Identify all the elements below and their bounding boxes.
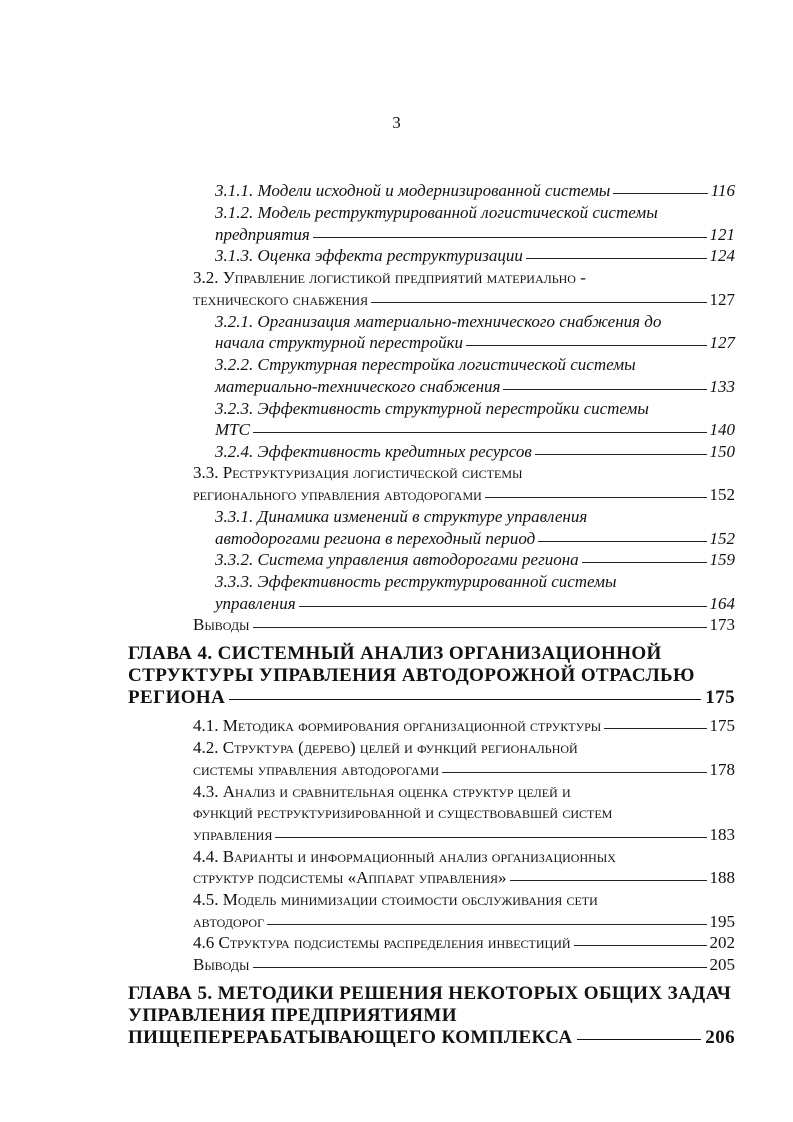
page-number: 3 (392, 113, 401, 132)
toc-entry-3-2-line1[interactable] (193, 268, 735, 288)
toc-entry-3-2-3-line1[interactable] (215, 399, 735, 419)
toc-entry-3-2-4[interactable] (215, 442, 735, 462)
chapter-title-text: РЕГИОНА (128, 687, 226, 708)
leader (510, 880, 707, 881)
toc-entry-3-1-2-line1[interactable] (215, 203, 735, 223)
toc-page: 183 (709, 825, 735, 844)
leader (371, 302, 706, 303)
toc-page: 202 (709, 933, 735, 952)
leader (503, 389, 706, 390)
leader (313, 237, 707, 238)
toc-entry-3-1-3[interactable] (215, 246, 735, 266)
toc-entry-4-3-line1[interactable] (193, 782, 735, 802)
toc-page: 133 (709, 377, 735, 396)
toc-title: 3.1.3. Оценка эффекта реструктуризации (215, 246, 523, 265)
toc-title: автодорогами региона в переходный период (215, 529, 536, 548)
leader (574, 945, 707, 946)
toc-entry-3-3-1-line2[interactable] (215, 529, 735, 549)
toc-page: 206 (705, 1027, 735, 1048)
leader (229, 699, 701, 700)
toc-entry-3-2-line2[interactable] (193, 290, 735, 310)
toc-title: функций реструктуризированной и существовавшей систем (193, 803, 613, 822)
toc-entry-4-2-line2[interactable] (193, 760, 735, 780)
leader (604, 728, 706, 729)
toc-title: 4.6 Структура подсистемы распределения инвестиций (193, 933, 571, 952)
toc-title: Выводы (193, 615, 250, 634)
toc-title: системы управления автодорогами (193, 760, 440, 779)
leader (267, 924, 706, 925)
toc-entry-conclusions-3[interactable] (193, 615, 735, 635)
toc-title: технического снабжения (193, 290, 369, 309)
toc-title: 3.2. Управление логистикой предприятий материально - (193, 268, 586, 287)
toc-title: МТС (215, 420, 250, 439)
toc-title: управления (215, 594, 296, 613)
toc-page: 159 (709, 550, 735, 569)
toc-page: 205 (709, 955, 735, 974)
toc-title: предприятия (215, 225, 310, 244)
toc-entry-4-3-line3[interactable] (193, 825, 735, 845)
leader (535, 454, 707, 455)
toc-title: регионального управления автодорогами (193, 485, 482, 504)
toc-entry-3-3-2[interactable] (215, 550, 735, 570)
chapter-title-line: СТРУКТУРЫ УПРАВЛЕНИЯ АВТОДОРОЖНОЙ ОТРАСЛЬЮ (128, 665, 695, 686)
toc-page: 195 (709, 912, 735, 931)
leader (538, 541, 706, 542)
toc-page: 178 (709, 760, 735, 779)
chapter-title-line: УПРАВЛЕНИЯ ПРЕДПРИЯТИЯМИ (128, 1005, 457, 1026)
toc-page: 152 (709, 529, 735, 548)
toc-title: автодорог (193, 912, 265, 931)
leader (253, 627, 707, 628)
toc-entry-4-1[interactable] (193, 716, 735, 736)
toc-title: 3.3.3. Эффективность реструктурированной системы (215, 572, 617, 591)
toc-entry-4-2-line1[interactable] (193, 738, 735, 758)
toc-entry-3-3-line2[interactable] (193, 485, 735, 505)
toc-entry-3-2-1-line1[interactable] (215, 312, 735, 332)
toc-title: 3.3.2. Система управления автодорогами региона (215, 550, 579, 569)
toc-title: 3.2.3. Эффективность структурной перестройки системы (215, 399, 649, 418)
toc-title: 3.2.1. Организация материально-технического снабжения до (215, 312, 662, 331)
toc-title: управления (193, 825, 273, 844)
toc-page: 140 (709, 420, 735, 439)
toc-title: 3.2.4. Эффективность кредитных ресурсов (215, 442, 532, 461)
toc-entry-3-2-1-line2[interactable] (215, 333, 735, 353)
toc-entry-4-6[interactable] (193, 933, 735, 953)
toc-title: 4.3. Анализ и сравнительная оценка структур целей и (193, 782, 571, 801)
toc-chapter-5[interactable] (128, 983, 735, 1049)
toc-page: 150 (709, 442, 735, 461)
toc-page: 127 (709, 333, 735, 352)
chapter-title-text: ПИЩЕПЕРЕРАБАТЫВАЮЩЕГО КОМПЛЕКСА (128, 1027, 573, 1048)
toc-page: 127 (709, 290, 735, 309)
chapter-title-line: ГЛАВА 5. МЕТОДИКИ РЕШЕНИЯ НЕКОТОРЫХ ОБЩИХ ЗАДАЧ (128, 983, 732, 1004)
toc-entry-3-3-3-line2[interactable] (215, 594, 735, 614)
leader (485, 497, 707, 498)
chapter-title-line: ГЛАВА 4. СИСТЕМНЫЙ АНАЛИЗ ОРГАНИЗАЦИОННОЙ (128, 643, 662, 664)
toc-entry-3-1-2-line2[interactable] (215, 225, 735, 245)
toc-title: 3.3. Реструктуризация логистической системы (193, 463, 523, 482)
toc-title: 4.2. Структура (дерево) целей и функций региональной (193, 738, 578, 757)
chapter-title-line-last (128, 687, 735, 709)
toc-title: Выводы (193, 955, 250, 974)
toc-page: 173 (709, 615, 735, 634)
toc-page: 164 (709, 594, 735, 613)
toc-entry-3-3-3-line1[interactable] (215, 572, 735, 592)
chapter-title-line-last (128, 1027, 735, 1049)
toc-title: 4.5. Модель минимизации стоимости обслуживания сети (193, 890, 598, 909)
toc-entry-4-5-line2[interactable] (193, 912, 735, 932)
leader (442, 772, 706, 773)
toc-page: 175 (709, 716, 735, 735)
toc-entry-4-3-line2[interactable] (193, 803, 735, 823)
toc-title: структур подсистемы «Аппарат управления» (193, 868, 507, 887)
leader (613, 193, 707, 194)
toc-page: 188 (709, 868, 735, 887)
toc-entry-3-1-1[interactable] (215, 181, 735, 201)
leader (577, 1039, 702, 1040)
toc-entry-3-2-3-line2[interactable] (215, 420, 735, 440)
toc-page: 116 (710, 181, 735, 200)
toc-title: 4.1. Методика формирования организационной структуры (193, 716, 602, 735)
toc-entry-3-2-2-line2[interactable] (215, 377, 735, 397)
leader (526, 258, 707, 259)
toc-entry-4-4-line1[interactable] (193, 847, 735, 867)
toc-title: 4.4. Варианты и информационный анализ организационных (193, 847, 616, 866)
leader (275, 837, 706, 838)
leader (299, 606, 707, 607)
toc-page: 121 (709, 225, 735, 244)
toc-entry-4-4-line2[interactable] (193, 868, 735, 888)
toc-title: 3.3.1. Динамика изменений в структуре управления (215, 507, 588, 526)
leader (253, 967, 707, 968)
leader (253, 432, 707, 433)
toc-page: 124 (709, 246, 735, 265)
toc-entry-3-2-2-line1[interactable] (215, 355, 735, 375)
leader (582, 562, 707, 563)
toc-entry-3-3-1-line1[interactable] (215, 507, 735, 527)
toc-entry-3-3-line1[interactable] (193, 463, 735, 483)
toc-page: 175 (705, 687, 735, 708)
toc-page: 152 (709, 485, 735, 504)
toc-entry-4-5-line1[interactable] (193, 890, 735, 910)
leader (466, 345, 706, 346)
toc-title: начала структурной перестройки (215, 333, 464, 352)
toc-chapter-4[interactable] (128, 643, 735, 709)
toc-title: материально-технического снабжения (215, 377, 501, 396)
toc-title: 3.1.1. Модели исходной и модернизированной системы (215, 181, 611, 200)
toc-entry-conclusions-4[interactable] (193, 955, 735, 975)
toc-title: 3.1.2. Модель реструктурированной логистической системы (215, 203, 658, 222)
toc-title: 3.2.2. Структурная перестройка логистической системы (215, 355, 636, 374)
